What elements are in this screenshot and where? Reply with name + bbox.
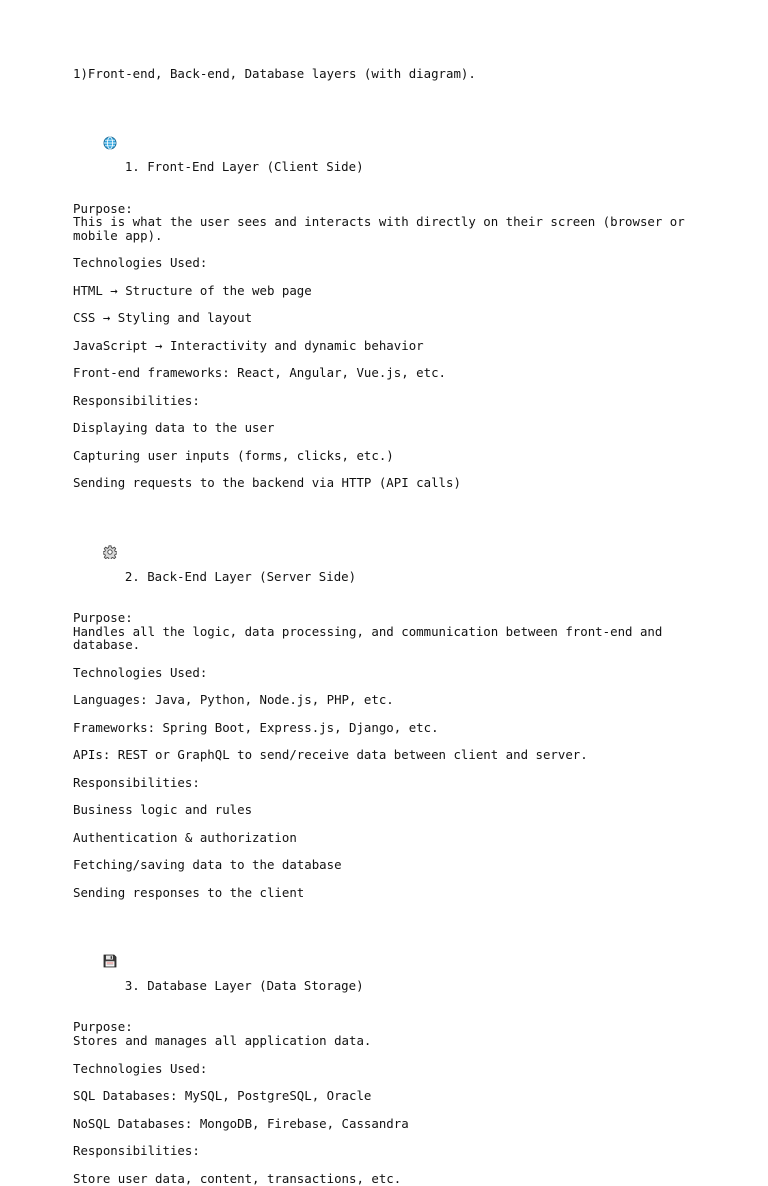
purpose-label: Purpose: — [73, 609, 133, 625]
section-heading-text: 3. Database Layer (Data Storage) — [124, 978, 364, 994]
tech-label: Technologies Used: — [73, 1060, 208, 1076]
list-item: JavaScript → Interactivity and dynamic behavior — [73, 337, 424, 353]
document-title: 1)Front-end, Back-end, Database layers (with diagram). — [73, 66, 476, 81]
responsibilities-label: Responsibilities: — [73, 774, 200, 790]
responsibilities-label: Responsibilities: — [73, 392, 200, 408]
list-item: Frameworks: Spring Boot, Express.js, Django, etc. — [73, 719, 439, 735]
tech-label: Technologies Used: — [73, 664, 208, 680]
list-item: HTML → Structure of the web page — [73, 282, 312, 298]
list-item: APIs: REST or GraphQL to send/receive data between client and server. — [73, 747, 588, 763]
purpose-text: Stores and manages all application data. — [73, 1033, 372, 1049]
purpose-label: Purpose: — [73, 1019, 133, 1035]
purpose-label: Purpose: — [73, 200, 133, 216]
list-item: Sending responses to the client — [73, 884, 305, 900]
floppy-disk-icon — [103, 927, 117, 941]
responsibilities-label: Responsibilities: — [73, 1143, 200, 1159]
list-item: Authentication & authorization — [73, 829, 297, 845]
list-item: Store user data, content, transactions, etc. — [73, 1170, 402, 1186]
globe-icon — [103, 108, 117, 122]
gear-icon — [103, 518, 117, 532]
list-item: Capturing user inputs (forms, clicks, etc.) — [73, 447, 394, 463]
tech-label: Technologies Used: — [73, 255, 208, 271]
list-item: Languages: Java, Python, Node.js, PHP, etc. — [73, 692, 394, 708]
list-item: Business logic and rules — [73, 802, 253, 818]
list-item: CSS → Styling and layout — [73, 310, 253, 326]
purpose-text: This is what the user sees and interacts with directly on their screen (browser or mobile app). — [73, 214, 685, 243]
purpose-text: Handles all the logic, data processing, and communication between front-end and database. — [73, 623, 663, 653]
document-page — [73, 67, 703, 1185]
section-heading-backend — [73, 504, 703, 597]
list-item: Sending requests to the backend via HTTP (API calls) — [73, 475, 461, 491]
section-heading-database — [73, 913, 703, 1006]
list-item: NoSQL Databases: MongoDB, Firebase, Cassandra — [73, 1115, 409, 1131]
section-heading-text: 1. Front-End Layer (Client Side) — [124, 159, 364, 175]
list-item: Fetching/saving data to the database — [73, 857, 342, 873]
section-heading-frontend — [73, 95, 703, 188]
list-item: SQL Databases: MySQL, PostgreSQL, Oracle — [73, 1088, 372, 1104]
list-item: Front-end frameworks: React, Angular, Vue.js, etc. — [73, 365, 446, 381]
list-item: Displaying data to the user — [73, 420, 275, 436]
section-heading-text: 2. Back-End Layer (Server Side) — [124, 568, 357, 584]
